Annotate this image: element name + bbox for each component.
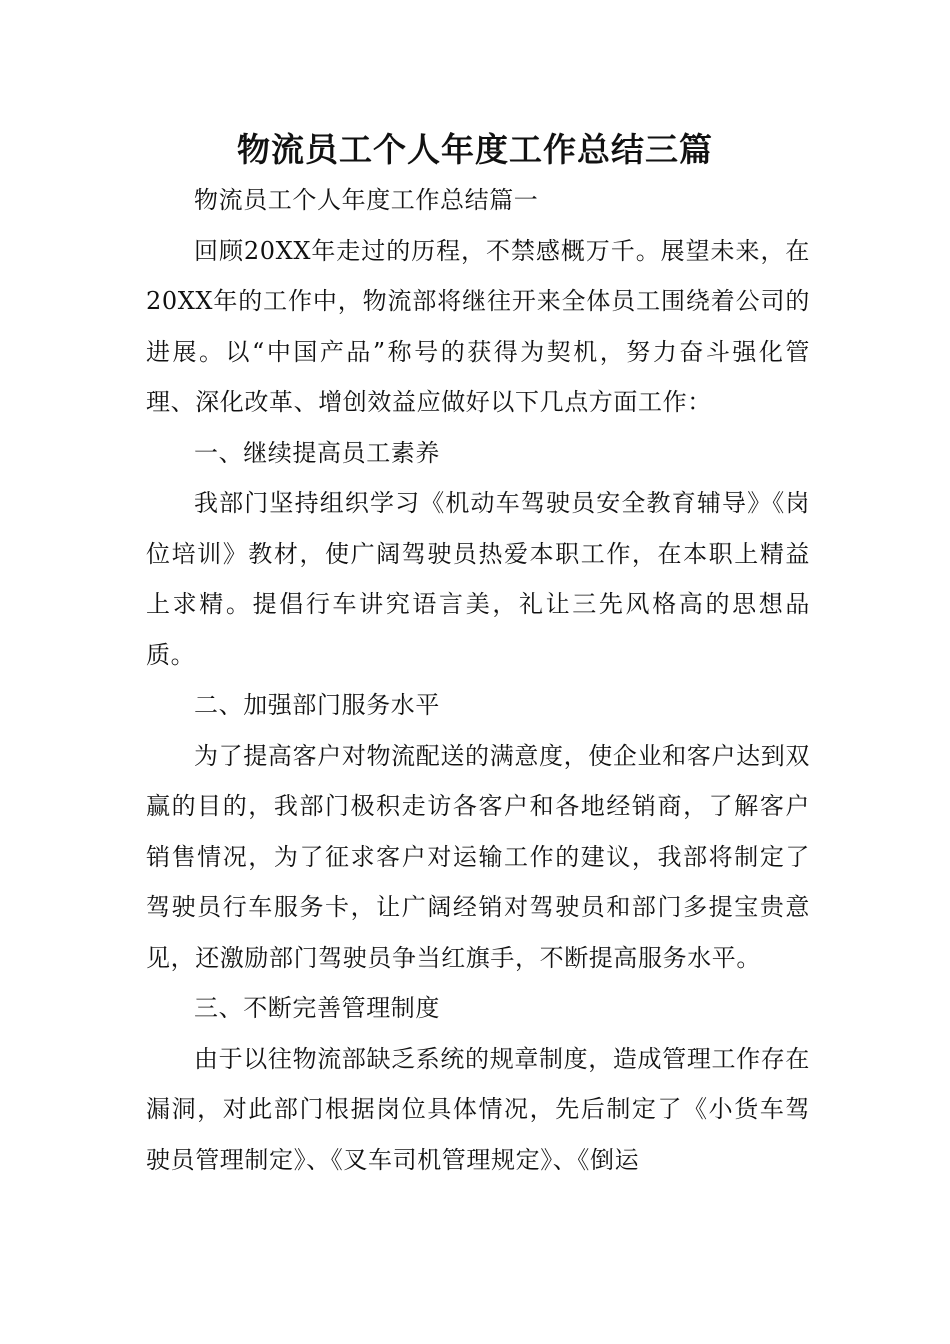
section-heading: 三、不断完善管理制度 [194,994,440,1022]
body-paragraph: 我部门坚持组织学习《机动车驾驶员安全教育辅导》《岗位培训》教材，使广阔驾驶员热爱本职工作，在本职上精益上求精。提倡行车讲究语言美，礼让三先风格高的思想品质。 [146,489,810,669]
body-paragraph: 为了提高客户对物流配送的满意度，使企业和客户达到双赢的目的，我部门极积走访各客户和各地经销商，了解客户销售情况，为了征求客户对运输工作的建议，我部将制定了驾驶员行车服务卡，让广阔经销对驾驶员和部门多提宝贵意见，还激励部门驾驶员争当红旗手，不断提高服务水平。 [146,741,810,972]
section-heading: 二、加强部门服务水平 [194,691,440,719]
body-paragraph: 回顾20XX年走过的历程，不禁感概万千。展望未来，在20XX年的工作中，物流部将继往开来全体员工围绕着公司的进展。以“中国产品”称号的获得为契机，努力奋斗强化管理、深化改革、增创效益应做好以下几点方面工作： [146,236,810,416]
section-heading: 物流员工个人年度工作总结篇一 [194,186,539,214]
document-title: 物流员工个人年度工作总结三篇 [237,130,713,169]
body-paragraph: 由于以往物流部缺乏系统的规章制度，造成管理工作存在漏洞，对此部门根据岗位具体情况，先后制定了《小货车驾驶员管理制定》、《叉车司机管理规定》、《倒运 [146,1044,810,1174]
section-heading: 一、继续提高员工素养 [194,438,440,467]
document-body [146,175,810,1185]
